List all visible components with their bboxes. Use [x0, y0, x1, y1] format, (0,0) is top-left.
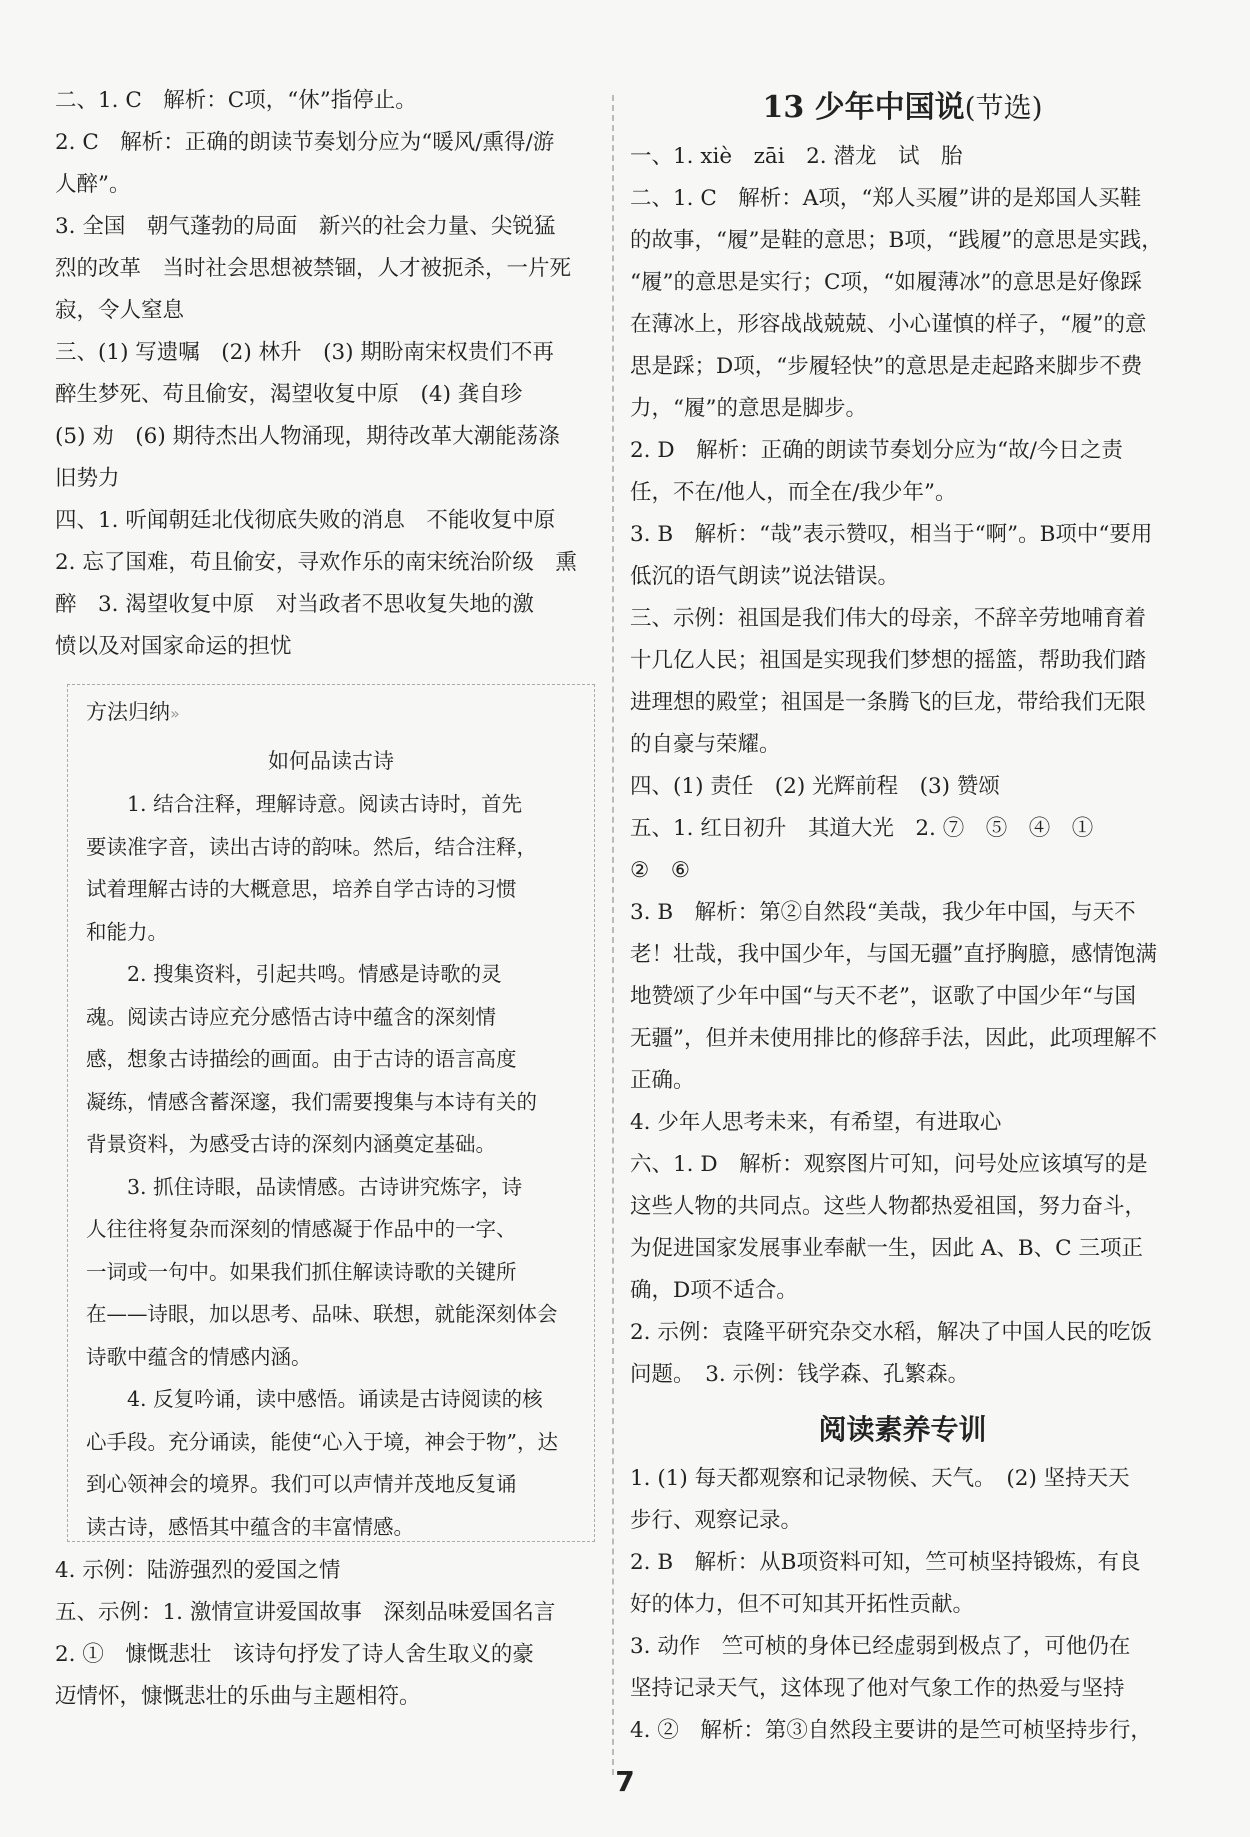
method-title: 如何品读古诗: [268, 749, 394, 773]
method-line: 4. 反复吟诵，读中感悟。诵读是古诗阅读的核: [127, 1387, 543, 1411]
text-line: 烈的改革 当时社会思想被禁锢，人才被扼杀，一片死: [55, 256, 572, 281]
text-line: 这些人物的共同点。这些人物都热爱祖国，努力奋斗，: [630, 1194, 1147, 1219]
text-line: 四、1. 听闻朝廷北伐彻底失败的消息 不能收复中原: [55, 508, 556, 533]
method-line: 读古诗，感悟其中蕴含的丰富情感。: [86, 1514, 414, 1539]
lesson-answers: [630, 136, 1175, 1396]
text-line: 好的体力，但不可知其开拓性贡献。: [630, 1592, 975, 1617]
text-line: 任，不在/他人，而全在/我少年”。: [630, 480, 957, 505]
method-line: 在——诗眼，加以思考、品味、联想，就能深刻体会: [86, 1302, 558, 1326]
section-title: 阅读素养专训: [818, 1413, 987, 1446]
method-label-text: 方法归纳: [86, 700, 170, 724]
text-line: 2. 示例：袁隆平研究杂交水稻，解决了中国人民的吃饭: [630, 1320, 1152, 1345]
text-line: 二、1. C 解析：C项，“休”指停止。: [55, 88, 417, 113]
text-line: 3. B 解析：第②自然段“美哉，我少年中国，与天不: [630, 900, 1136, 925]
method-line: 1. 结合注释，理解诗意。阅读古诗时，首先: [127, 792, 523, 816]
page-number: 7: [615, 1765, 635, 1798]
text-line: 在薄冰上，形容战战兢兢、小心谨慎的样子，“履”的意: [630, 312, 1147, 337]
text-line: 正确。: [630, 1068, 695, 1093]
text-line: 寂，令人窒息: [55, 298, 185, 323]
text-line: 醉 3. 渴望收复中原 对当政者不思收复失地的激: [55, 592, 534, 617]
text-line: 2. B 解析：从B项资料可知，竺可桢坚持锻炼，有良: [630, 1550, 1141, 1575]
text-line: 人醉”。: [55, 172, 131, 197]
left-column: [55, 80, 600, 1718]
method-label: [86, 685, 576, 739]
text-line: “履”的意思是实行；C项，“如履薄冰”的意思是好像踩: [630, 270, 1142, 295]
answers-block-before-method: [55, 80, 600, 668]
method-line: 魂。阅读古诗应充分感悟古诗中蕴含的深刻情: [86, 1004, 496, 1029]
text-line: 1. (1) 每天都观察和记录物候、天气。 (2) 坚持天天: [630, 1466, 1130, 1491]
text-line: 4. 示例：陆游强烈的爱国之情: [55, 1558, 341, 1583]
section-answers: [630, 1458, 1175, 1752]
lesson-title: [630, 80, 1175, 136]
right-column: [630, 80, 1175, 1752]
method-line: 要读准字音，读出古诗的韵味。然后，结合注释，: [86, 834, 537, 859]
text-line: ② ⑥: [630, 858, 691, 883]
text-line: 低沉的语气朗读”说法错误。: [630, 564, 899, 589]
method-line: 和能力。: [86, 919, 168, 944]
text-line: 五、示例：1. 激情宣讲爱国故事 深刻品味爱国名言: [55, 1600, 556, 1625]
text-line: 思是踩；D项，“步履轻快”的意思是走起路来脚步不费: [630, 354, 1143, 379]
text-line: 迈情怀，慷慨悲壮的乐曲与主题相符。: [55, 1684, 421, 1709]
text-line: 2. 忘了国难，苟且偷安，寻欢作乐的南宋统治阶级 熏: [55, 550, 577, 575]
text-line: 3. 全国 朝气蓬勃的局面 新兴的社会力量、尖锐猛: [55, 214, 556, 239]
text-line: 确，D项不适合。: [630, 1278, 798, 1303]
text-line: 为促进国家发展事业奉献一生，因此 A、B、C 三项正: [630, 1236, 1143, 1261]
text-line: 醉生梦死、苟且偷安，渴望收复中原 (4) 龚自珍: [55, 382, 523, 407]
text-line: 三、(1) 写遗嘱 (2) 林升 (3) 期盼南宋权贵们不再: [55, 340, 554, 365]
answers-block-after-method: [55, 1550, 600, 1718]
text-line: 旧势力: [55, 466, 120, 491]
method-summary-box: [67, 684, 595, 1542]
text-line: 2. C 解析：正确的朗读节奏划分应为“暖风/熏得/游: [55, 130, 555, 155]
method-line: 诗歌中蕴含的情感内涵。: [86, 1344, 312, 1369]
text-line: 3. 动作 竺可桢的身体已经虚弱到极点了，可他仍在: [630, 1634, 1131, 1659]
text-line: 地赞颂了少年中国“与天不老”，讴歌了中国少年“与国: [630, 984, 1136, 1009]
method-line: 心手段。充分诵读，能使“心入于境，神会于物”，达: [86, 1429, 558, 1454]
text-line: 一、1. xiè zāi 2. 潜龙 试 胎: [630, 144, 963, 169]
text-line: (5) 劝 (6) 期待杰出人物涌现，期待改革大潮能荡涤: [55, 424, 560, 449]
text-line: 无疆”，但并未使用排比的修辞手法，因此，此项理解不: [630, 1026, 1157, 1051]
text-line: 五、1. 红日初升 其道大光 2. ⑦ ⑤ ④ ①: [630, 816, 1094, 841]
method-line: 一词或一句中。如果我们抓住解读诗歌的关键所: [86, 1259, 517, 1284]
text-line: 力，“履”的意思是脚步。: [630, 396, 867, 421]
text-line: 4. 少年人思考未来，有希望，有进取心: [630, 1110, 1002, 1135]
text-line: 问题。 3. 示例：钱学森、孔繁森。: [630, 1362, 970, 1387]
method-line: 到心领神会的境界。我们可以声情并茂地反复诵: [86, 1472, 517, 1496]
text-line: 3. B 解析：“哉”表示赞叹，相当于“啊”。B项中“要用: [630, 522, 1153, 547]
double-chevron-icon: »: [170, 704, 180, 723]
lesson-name: 少年中国说: [814, 90, 965, 125]
text-line: 六、1. D 解析：观察图片可知，问号处应该填写的是: [630, 1152, 1148, 1177]
text-line: 四、(1) 责任 (2) 光辉前程 (3) 赞颂: [630, 774, 1000, 799]
lesson-note: (节选): [964, 91, 1043, 124]
text-line: 的自豪与荣耀。: [630, 732, 781, 757]
column-divider: [612, 95, 614, 1775]
method-line: 试着理解古诗的大概意思，培养自学古诗的习惯: [86, 877, 517, 901]
text-line: 坚持记录天气，这体现了他对气象工作的热爱与坚持: [630, 1676, 1125, 1701]
text-line: 三、示例：祖国是我们伟大的母亲，不辞辛劳地哺育着: [630, 606, 1147, 631]
text-line: 的故事，“履”是鞋的意思；B项，“践履”的意思是实践，: [630, 228, 1163, 253]
text-line: 2. D 解析：正确的朗读节奏划分应为“故/今日之责: [630, 438, 1123, 463]
method-line: 人往往将复杂而深刻的情感凝于作品中的一字、: [86, 1217, 517, 1241]
method-line: 感，想象古诗描绘的画面。由于古诗的语言高度: [86, 1047, 517, 1071]
text-line: 老！壮哉，我中国少年，与国无疆”直抒胸臆，感情饱满: [630, 942, 1157, 967]
method-line: 背景资料，为感受古诗的深刻内涵奠定基础。: [86, 1132, 496, 1156]
text-line: 二、1. C 解析：A项，“郑人买履”讲的是郑国人买鞋: [630, 186, 1142, 211]
text-line: 4. ② 解析：第③自然段主要讲的是竺可桢坚持步行，: [630, 1718, 1152, 1743]
method-line: 3. 抓住诗眼，品读情感。古诗讲究炼字，诗: [127, 1174, 523, 1199]
text-line: 十几亿人民；祖国是实现我们梦想的摇篮，帮助我们踏: [630, 648, 1147, 673]
text-line: 愤以及对国家命运的担忧: [55, 634, 292, 659]
text-line: 2. ① 慷慨悲壮 该诗句抒发了诗人舍生取义的豪: [55, 1642, 534, 1667]
text-line: 步行、观察记录。: [630, 1508, 803, 1533]
lesson-number: 13: [762, 90, 805, 125]
method-line: 凝练，情感含蓄深邃，我们需要搜集与本诗有关的: [86, 1089, 537, 1114]
text-line: 进理想的殿堂；祖国是一条腾飞的巨龙，带给我们无限: [630, 690, 1147, 715]
method-line: 2. 搜集资料，引起共鸣。情感是诗歌的灵: [127, 962, 502, 986]
